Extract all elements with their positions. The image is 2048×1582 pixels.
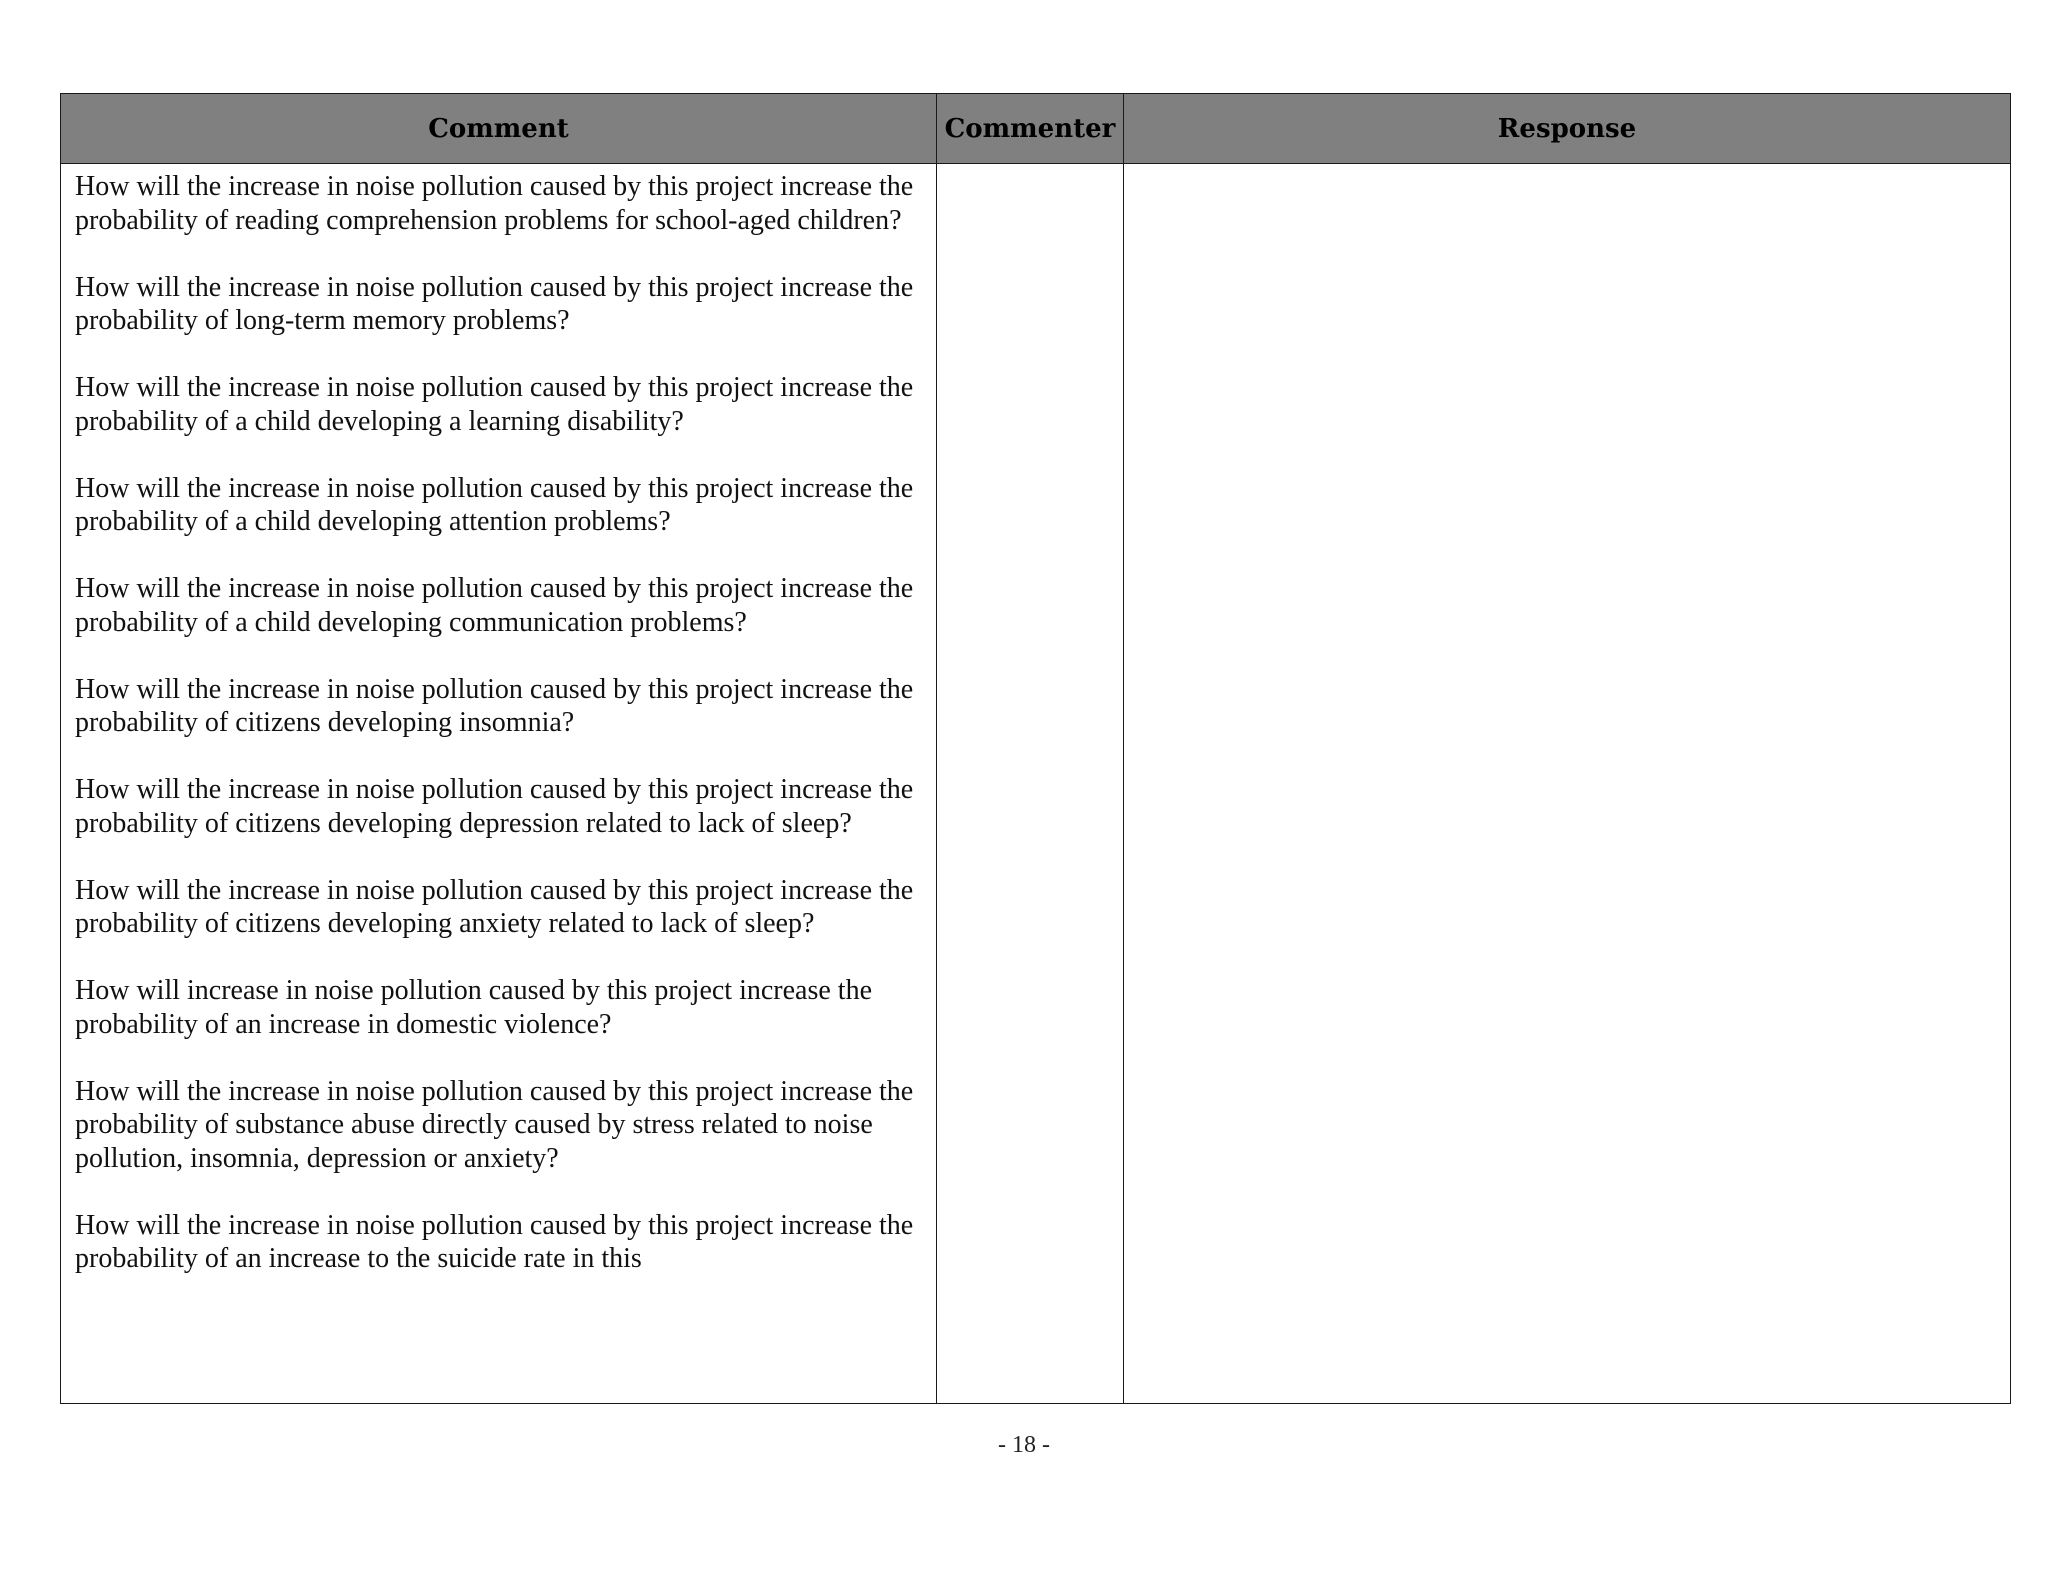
comment-paragraph: How will the increase in noise pollution caused by this project increase the probability of a child developing attention problems? (75, 472, 914, 537)
comments-table (60, 93, 2011, 1404)
comment-paragraph: How will the increase in noise pollution caused by this project increase the probability of an increase to the suicide rate in this (75, 1209, 914, 1274)
comment-list (75, 170, 926, 1402)
comment-paragraph: How will the increase in noise pollution caused by this project increase the probability of substance abuse directly caused by stress related to noise pollution, insomnia, depression or anxiety? (75, 1075, 914, 1174)
commenter-column-header: Commenter (937, 94, 1124, 164)
comment-column-header: Comment (61, 94, 937, 164)
response-cell (1124, 164, 2011, 1404)
page-number: - 18 - (998, 1432, 1050, 1458)
comment-paragraph: How will the increase in noise pollution caused by this project increase the probability of a child developing communication problems? (75, 573, 914, 638)
comment-paragraph: How will the increase in noise pollution caused by this project increase the probability of a child developing a learning disability? (75, 372, 914, 437)
commenter-cell (937, 164, 1124, 1404)
comment-paragraph: How will the increase in noise pollution caused by this project increase the probability of reading comprehension problems for school-aged children? (75, 171, 914, 236)
table-header-row (61, 94, 2011, 164)
comment-paragraph: How will the increase in noise pollution caused by this project increase the probability of citizens developing insomnia? (75, 673, 914, 738)
comment-paragraph: How will the increase in noise pollution caused by this project increase the probability of long-term memory problems? (75, 271, 914, 336)
table-row (61, 164, 2011, 1404)
comment-paragraph: How will the increase in noise pollution caused by this project increase the probability of citizens developing anxiety related to lack of sleep? (75, 874, 914, 939)
comment-paragraph: How will the increase in noise pollution caused by this project increase the probability of citizens developing depression related to lack of sleep? (75, 774, 914, 839)
response-column-header: Response (1124, 94, 2011, 164)
comment-cell (61, 164, 937, 1404)
comment-paragraph: How will increase in noise pollution caused by this project increase the probability of an increase in domestic violence? (75, 975, 873, 1040)
